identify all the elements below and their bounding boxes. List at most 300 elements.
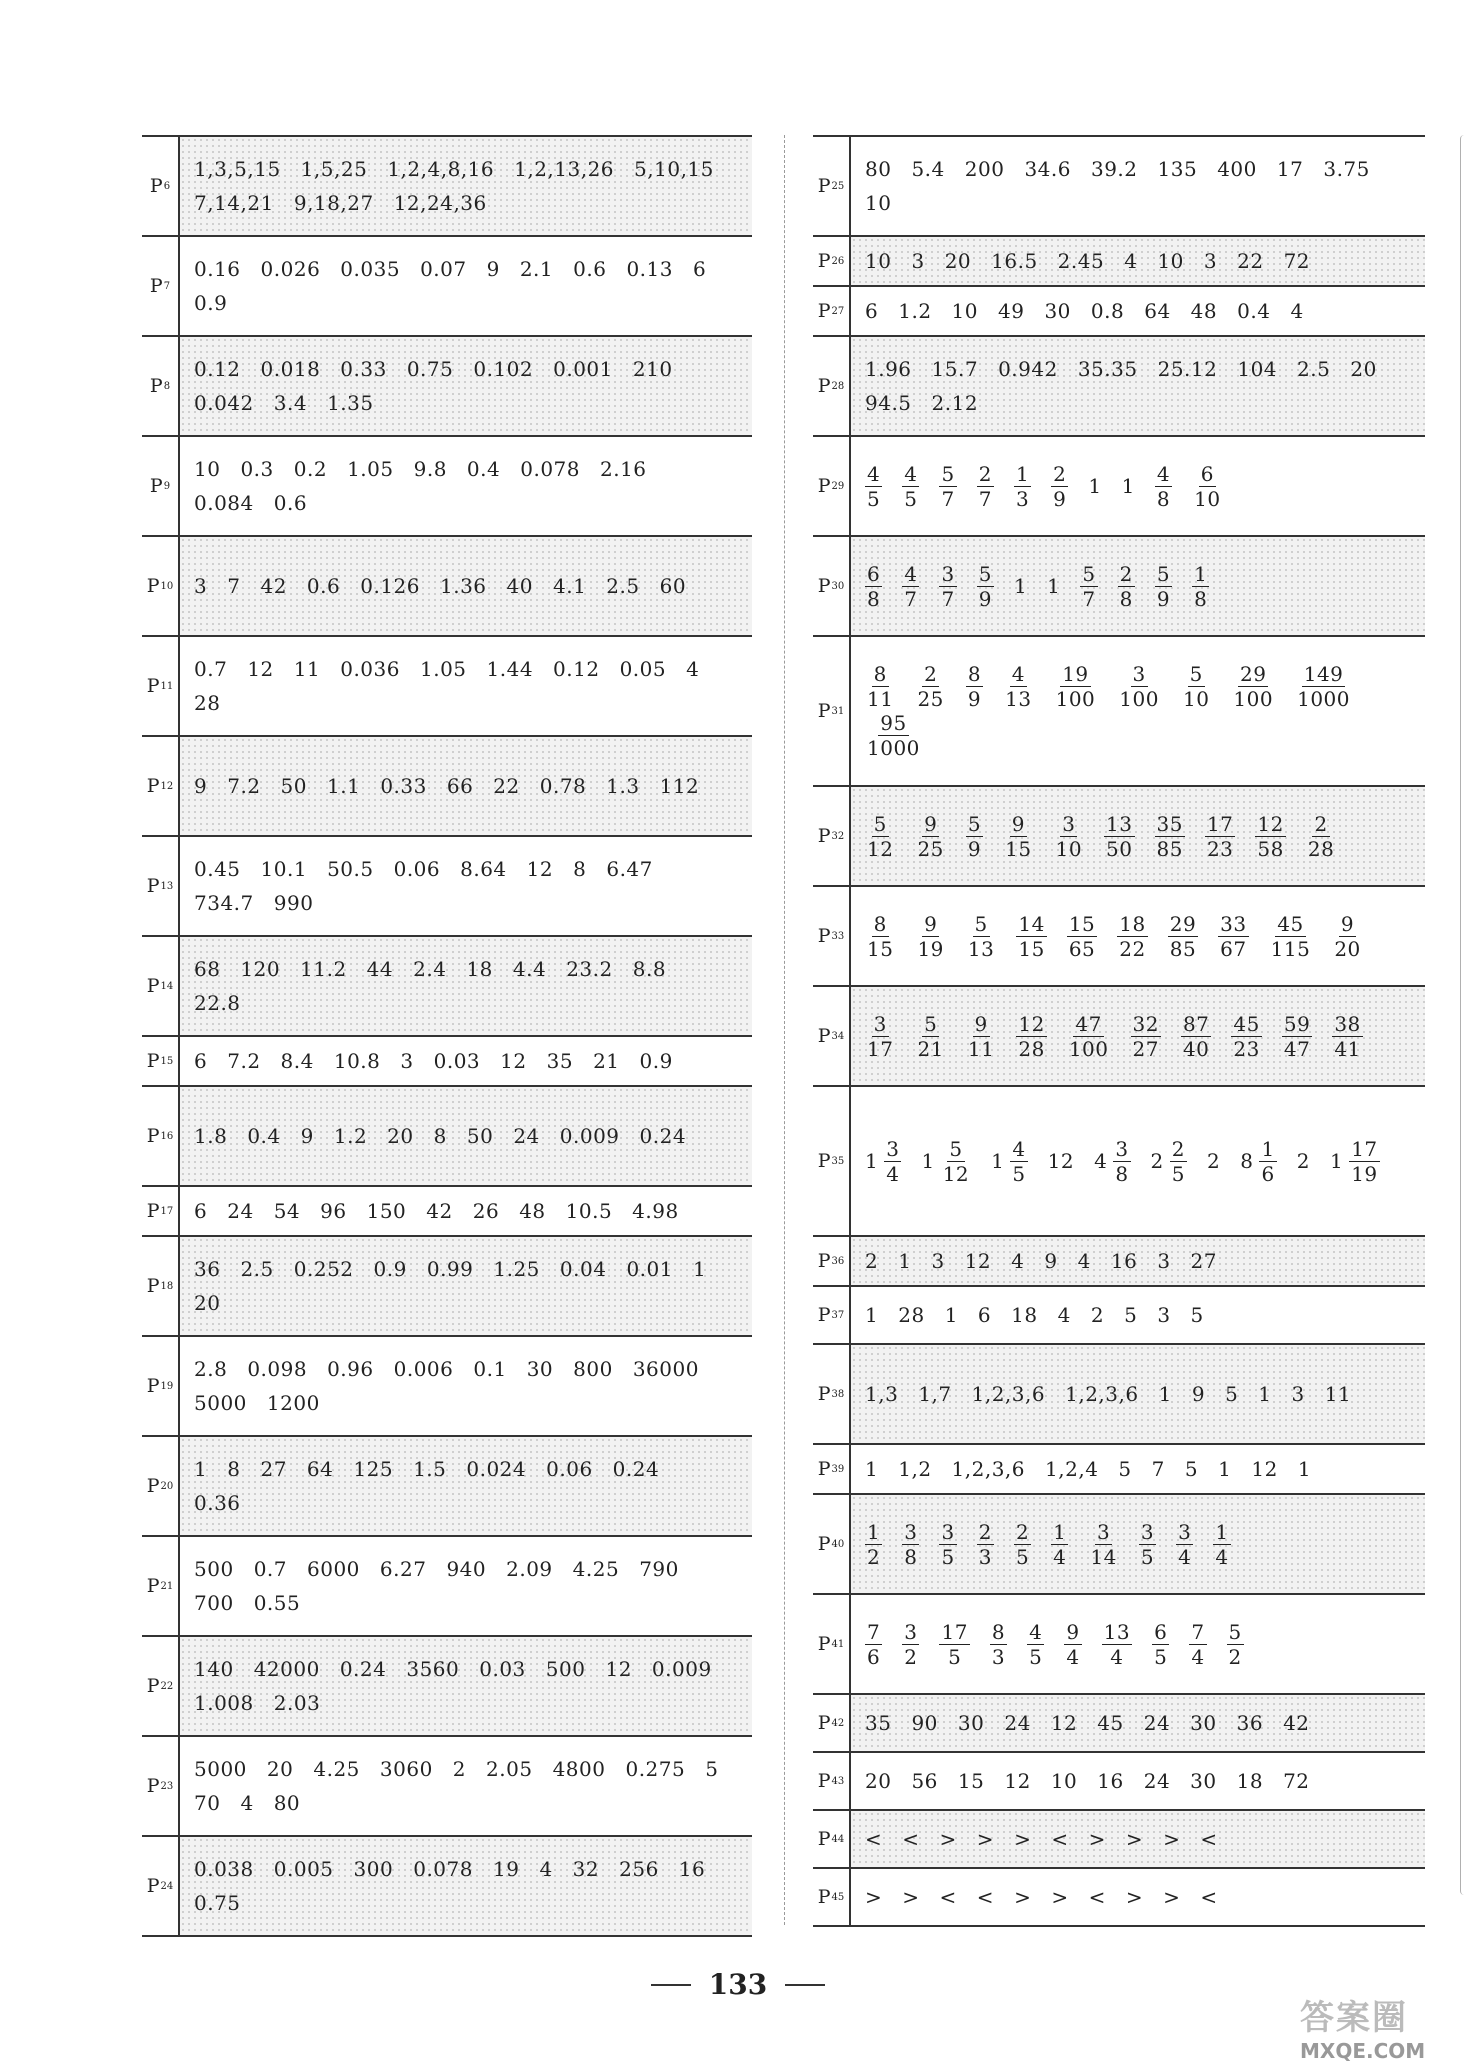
answer-value: 24 <box>513 1124 540 1148</box>
answer-value: 150 <box>366 1199 407 1223</box>
fraction <box>1104 812 1134 861</box>
fraction-denominator: 2 <box>1228 1644 1242 1669</box>
answer-value: 1.2 <box>333 1124 368 1148</box>
fraction <box>1102 1620 1132 1669</box>
answer-value: 42 <box>426 1199 453 1223</box>
page-label-letter: P <box>146 1575 160 1597</box>
answer-value: 1.008 <box>194 1691 254 1715</box>
answer-fraction <box>1016 912 1046 961</box>
answer-fraction <box>1014 462 1031 511</box>
answer-value: 0.6 <box>573 257 607 281</box>
page-label-letter: P <box>146 1125 160 1147</box>
answer-value: 4 <box>1011 1249 1025 1273</box>
answer-value: 0.6 <box>306 574 341 598</box>
page-label-number: 30 <box>831 580 845 592</box>
fraction-denominator: 8 <box>867 586 881 611</box>
answer-value: 1 <box>1158 1382 1172 1406</box>
fraction <box>1255 812 1285 861</box>
page-label <box>813 1811 851 1867</box>
fraction-denominator: 5 <box>1012 1161 1026 1186</box>
answer-value: 4 <box>1290 299 1304 323</box>
fraction-numerator: 17 <box>941 1619 968 1644</box>
answer-fraction <box>1051 462 1068 511</box>
answer-value: 9 <box>300 1124 314 1148</box>
page-label-letter: P <box>146 1375 160 1397</box>
answer-value: 9.8 <box>413 457 447 481</box>
answer-value: 50 <box>466 1124 494 1148</box>
answer-row <box>813 887 1425 987</box>
fraction-denominator: 19 <box>1351 1161 1378 1186</box>
answer-value: 1,3 <box>865 1382 899 1406</box>
answer-value: 22 <box>1237 249 1264 273</box>
fraction-numerator: 29 <box>1169 911 1197 936</box>
answer-value: 2 <box>452 1757 467 1781</box>
answer-value: 0.36 <box>194 1491 241 1515</box>
page-label-letter: P <box>817 1533 831 1555</box>
fraction-denominator: 41 <box>1334 1036 1361 1061</box>
fraction-denominator: 4 <box>1066 1644 1080 1669</box>
answer-value: 1 <box>194 1457 208 1481</box>
page-label <box>142 1037 180 1085</box>
answer-fraction <box>939 1520 956 1569</box>
answer-fraction <box>1067 912 1097 961</box>
answer-value: 34.6 <box>1024 157 1071 181</box>
answer-list <box>180 1537 752 1635</box>
fraction-numerator: 6 <box>867 561 881 586</box>
answer-value: < <box>1088 1885 1106 1909</box>
fraction-denominator: 19 <box>917 936 944 961</box>
answer-value: 0.098 <box>247 1357 308 1381</box>
answer-value: 6 <box>194 1199 208 1223</box>
answer-value: > <box>1163 1885 1181 1909</box>
answer-fraction <box>1231 662 1275 711</box>
answer-value: 1.3 <box>606 774 640 798</box>
answer-list <box>851 1869 1425 1925</box>
answer-fraction <box>902 462 919 511</box>
answer-value: 0.4 <box>247 1124 281 1148</box>
page-label-letter: P <box>146 1050 160 1072</box>
answer-value: 0.24 <box>612 1457 660 1481</box>
fraction <box>977 1520 994 1569</box>
answer-fraction <box>1306 812 1336 861</box>
answer-list <box>851 1595 1425 1693</box>
fraction <box>1168 912 1198 961</box>
answer-value: 120 <box>240 957 281 981</box>
fraction-numerator: 8 <box>991 1619 1006 1644</box>
answer-value: 0.078 <box>520 457 580 481</box>
answer-row <box>142 937 752 1037</box>
answer-fraction <box>1152 1620 1169 1669</box>
fraction-denominator: 47 <box>1283 1036 1311 1061</box>
fraction-numerator: 3 <box>941 561 955 586</box>
answer-row <box>142 637 752 737</box>
fraction-denominator: 9 <box>967 836 982 861</box>
answer-value: 35 <box>865 1711 892 1735</box>
page-label <box>813 337 851 435</box>
fraction-numerator: 3 <box>941 1519 955 1544</box>
answer-value: 0.45 <box>194 857 241 881</box>
page-label <box>813 887 851 985</box>
fraction-denominator: 85 <box>1169 936 1197 961</box>
fraction-denominator: 40 <box>1182 1036 1210 1061</box>
answer-value: 64 <box>1144 299 1171 323</box>
page-label-letter: P <box>146 1675 160 1697</box>
page-label-letter: P <box>817 1250 831 1272</box>
fraction-denominator: 5 <box>867 486 881 511</box>
answer-value: 4.25 <box>313 1757 360 1781</box>
fraction-numerator: 2 <box>924 662 938 686</box>
fraction-denominator: 23 <box>1206 836 1234 861</box>
answer-value: 210 <box>632 357 673 381</box>
answer-value: > <box>1088 1827 1106 1851</box>
fraction <box>1003 812 1033 861</box>
page-label-number: 36 <box>831 1255 845 1267</box>
answer-value: 1.05 <box>347 457 394 481</box>
answer-value: 4 <box>240 1791 254 1815</box>
page-label-letter: P <box>149 175 163 197</box>
fraction <box>1227 1620 1244 1669</box>
answer-value: 48 <box>519 1199 546 1223</box>
answer-value: 64 <box>306 1457 334 1481</box>
answer-value: 11.2 <box>300 957 347 981</box>
answer-value: 6.47 <box>606 857 653 881</box>
answer-value: 0.75 <box>194 1891 241 1915</box>
watermark-text: 答案圈 <box>1300 1998 1408 2038</box>
answer-fraction <box>1181 662 1211 711</box>
page-label <box>142 337 180 435</box>
answer-value: 42 <box>1283 1711 1310 1735</box>
answer-list <box>851 337 1425 435</box>
answer-value: 66 <box>446 774 474 798</box>
fraction-numerator: 3 <box>1140 1519 1155 1544</box>
answer-value: 500 <box>194 1557 234 1581</box>
answer-row <box>142 1737 752 1837</box>
fraction <box>1155 462 1172 511</box>
answer-value: 12 <box>1251 1457 1278 1481</box>
page-label <box>142 1537 180 1635</box>
answer-value: 25.12 <box>1157 357 1218 381</box>
answer-value: 256 <box>619 1857 659 1881</box>
page-label-number: 23 <box>160 1780 174 1792</box>
answer-value: 15 <box>957 1769 985 1793</box>
answer-value: 4 <box>539 1857 553 1881</box>
page-label <box>142 837 180 935</box>
answer-value: 36000 <box>632 1357 699 1381</box>
page-label-number: 45 <box>831 1891 845 1903</box>
page-label-letter: P <box>817 575 831 597</box>
answer-value: > <box>1163 1827 1181 1851</box>
answer-value: 8.64 <box>460 857 507 881</box>
answer-fraction <box>865 912 895 961</box>
answer-row <box>142 437 752 537</box>
answer-fraction <box>865 1137 901 1186</box>
page-label-number: 7 <box>163 280 171 292</box>
answer-row <box>813 1869 1425 1927</box>
fraction-denominator: 7 <box>978 486 992 511</box>
answer-list <box>851 1445 1425 1493</box>
answer-value: 0.01 <box>626 1257 673 1281</box>
fraction-numerator: 1 <box>867 1519 881 1544</box>
answer-row <box>142 1037 752 1087</box>
answer-row <box>142 1187 752 1237</box>
page-label-number: 34 <box>831 1030 845 1042</box>
answer-fraction <box>1102 1620 1132 1669</box>
answer-row <box>813 1445 1425 1495</box>
fraction-numerator: 3 <box>886 1136 900 1161</box>
answer-list <box>851 537 1425 635</box>
answer-list <box>851 637 1425 785</box>
page-label <box>813 1869 851 1925</box>
page-label <box>813 1445 851 1493</box>
answer-value: 6 <box>692 257 707 281</box>
answer-value: 4 <box>1124 249 1138 273</box>
answer-value: 3 <box>1203 249 1218 273</box>
fraction-numerator: 32 <box>1132 1011 1159 1036</box>
fraction <box>966 662 983 711</box>
fraction <box>1064 1620 1081 1669</box>
answer-value: < <box>1051 1827 1069 1851</box>
answer-value: 21 <box>593 1049 620 1073</box>
answer-value: 90 <box>911 1711 938 1735</box>
page-label <box>813 237 851 285</box>
fraction-numerator: 8 <box>873 662 887 686</box>
page-label-number: 41 <box>831 1638 845 1650</box>
answer-list <box>851 1237 1425 1285</box>
fraction-numerator: 33 <box>1220 911 1247 936</box>
answer-value: 16 <box>1097 1769 1124 1793</box>
fraction-denominator: 100 <box>1068 1036 1109 1061</box>
answer-value: 10 <box>1050 1769 1078 1793</box>
fraction <box>939 562 956 611</box>
answer-value: > <box>1014 1827 1032 1851</box>
fraction <box>1080 562 1097 611</box>
page-label-number: 20 <box>160 1480 174 1492</box>
fraction <box>865 1012 895 1061</box>
answer-fraction <box>977 462 994 511</box>
page-label-number: 19 <box>160 1380 174 1392</box>
fraction-numerator: 87 <box>1182 1011 1210 1036</box>
page-label <box>813 1237 851 1285</box>
answer-fraction <box>1104 812 1134 861</box>
answer-fraction <box>1269 912 1313 961</box>
answer-value: > <box>1125 1827 1144 1851</box>
answer-value: 10 <box>1157 249 1184 273</box>
page-label-letter: P <box>817 1633 831 1655</box>
answer-value: 42 <box>260 574 287 598</box>
answer-value: 12 <box>1047 1149 1075 1173</box>
answer-row <box>142 537 752 637</box>
page-label <box>813 1695 851 1751</box>
answer-value: 8 <box>227 1457 241 1481</box>
answer-value: 12 <box>964 1249 992 1273</box>
answer-row <box>813 537 1425 637</box>
answer-fraction <box>966 1012 996 1061</box>
answer-fraction <box>865 1012 895 1061</box>
answer-list <box>851 887 1425 985</box>
answer-value: 0.05 <box>619 657 667 681</box>
answer-fraction <box>865 1620 882 1669</box>
page-label-number: 32 <box>831 830 845 842</box>
fraction <box>902 1620 919 1669</box>
answer-value: 5 <box>705 1757 719 1781</box>
fraction <box>1113 1137 1130 1186</box>
answer-value: 104 <box>1237 357 1278 381</box>
page-label <box>142 1187 180 1235</box>
answer-value: 22.8 <box>194 991 241 1015</box>
fraction-denominator: 4 <box>1178 1544 1192 1569</box>
answer-column-left <box>142 135 752 1937</box>
answer-value: 20 <box>194 1291 221 1315</box>
fraction <box>915 662 945 711</box>
page-label <box>142 237 180 335</box>
fraction-denominator: 5 <box>1154 1644 1168 1669</box>
page-label-letter: P <box>146 1775 160 1797</box>
answer-list <box>180 237 752 335</box>
fraction-numerator: 17 <box>1351 1136 1378 1161</box>
answer-fraction <box>1094 1137 1130 1186</box>
page-label-number: 9 <box>163 480 171 492</box>
answer-value: 18 <box>1011 1303 1038 1327</box>
fraction-numerator: 5 <box>1156 561 1171 586</box>
page-label <box>813 287 851 335</box>
fraction <box>977 462 994 511</box>
fraction <box>865 1620 882 1669</box>
answer-fraction <box>865 662 895 711</box>
page-label-number: 14 <box>160 980 174 992</box>
page-label <box>813 987 851 1085</box>
fraction <box>1155 812 1185 861</box>
fraction <box>1231 1012 1261 1061</box>
answer-value: 72 <box>1283 249 1311 273</box>
fraction-numerator: 8 <box>873 911 887 936</box>
fraction-numerator: 5 <box>974 911 988 936</box>
fraction-numerator: 5 <box>1228 1619 1242 1644</box>
answer-value: 0.942 <box>998 357 1058 381</box>
page-edge-line <box>1460 135 1469 1895</box>
answer-value: 30 <box>957 1711 985 1735</box>
fraction-numerator: 4 <box>1012 1136 1026 1161</box>
fraction <box>1282 1012 1312 1061</box>
fraction-numerator: 1 <box>1015 461 1030 486</box>
fraction-numerator: 5 <box>1082 561 1096 586</box>
answer-value: 11 <box>1324 1382 1352 1406</box>
answer-value: 4 <box>1057 1303 1071 1327</box>
answer-fraction <box>1189 1620 1206 1669</box>
answer-value: 0.24 <box>339 1657 387 1681</box>
answer-fraction <box>1181 1012 1211 1061</box>
answer-value: 0.8 <box>1090 299 1125 323</box>
answer-fraction <box>902 1620 919 1669</box>
fraction-denominator: 58 <box>1257 836 1284 861</box>
answer-fraction <box>977 1520 994 1569</box>
answer-value: 4 <box>686 657 700 681</box>
fraction-numerator: 3 <box>904 1619 918 1644</box>
answer-value: 10 <box>194 457 221 481</box>
answer-value: 0.009 <box>651 1657 712 1681</box>
answer-value: 56 <box>911 1769 938 1793</box>
answer-value: 734.7 <box>194 891 254 915</box>
answer-value: 10.1 <box>260 857 308 881</box>
fraction-numerator: 2 <box>1314 811 1328 836</box>
fraction-numerator: 14 <box>1018 911 1045 936</box>
answer-value: 8.8 <box>632 957 667 981</box>
fraction <box>1181 662 1211 711</box>
page-label <box>142 437 180 535</box>
answer-value: 5 <box>1190 1303 1204 1327</box>
answer-value: 19 <box>492 1857 520 1881</box>
column-divider <box>784 135 785 1925</box>
answer-value: 44 <box>366 957 394 981</box>
fraction-numerator: 17 <box>1206 811 1234 836</box>
page-label <box>813 537 851 635</box>
answer-value: 3 <box>911 249 925 273</box>
answer-fraction <box>1240 1137 1276 1186</box>
page-label-letter: P <box>817 375 831 397</box>
answer-list <box>851 1287 1425 1343</box>
fraction-whole: 1 <box>865 1149 879 1173</box>
page-label-letter: P <box>817 1712 831 1734</box>
page-label-letter: P <box>817 825 831 847</box>
answer-value: 1.35 <box>327 391 374 415</box>
fraction <box>1131 1012 1161 1061</box>
answer-value: 50 <box>280 774 307 798</box>
answer-fraction <box>1117 662 1161 711</box>
answer-value: 400 <box>1217 157 1257 181</box>
fraction-denominator: 6 <box>1261 1161 1275 1186</box>
answer-value: 0.06 <box>546 1457 593 1481</box>
fraction-denominator: 4 <box>1110 1644 1124 1669</box>
fraction <box>1218 912 1248 961</box>
fraction-denominator: 20 <box>1334 936 1361 961</box>
answer-value: 12 <box>526 857 554 881</box>
answer-column-right <box>813 135 1425 1927</box>
answer-value: 1.96 <box>865 357 912 381</box>
page-label <box>142 1237 180 1335</box>
answer-row <box>142 837 752 937</box>
answer-fraction <box>1155 462 1172 511</box>
answer-value: 1.2 <box>898 299 932 323</box>
answer-fraction <box>939 462 956 511</box>
fraction <box>1117 912 1147 961</box>
fraction-denominator: 3 <box>1015 486 1030 511</box>
page-label-number: 16 <box>160 1130 174 1142</box>
fraction-denominator: 3 <box>991 1644 1006 1669</box>
answer-row <box>813 1753 1425 1811</box>
answer-value: 1 <box>1013 574 1028 598</box>
answer-value: 16 <box>678 1857 706 1881</box>
answer-row <box>813 337 1425 437</box>
fraction-denominator: 5 <box>941 1544 955 1569</box>
answer-value: > <box>1014 1885 1032 1909</box>
answer-list <box>180 1337 752 1435</box>
answer-fraction <box>902 1520 919 1569</box>
answer-value: 0.99 <box>426 1257 474 1281</box>
answer-value: 0.252 <box>293 1257 354 1281</box>
answer-value: 112 <box>659 774 700 798</box>
answer-fraction <box>1282 1012 1312 1061</box>
fraction <box>966 912 996 961</box>
fraction-denominator: 23 <box>1233 1036 1260 1061</box>
answer-value: 1 <box>1258 1382 1272 1406</box>
answer-value: 9 <box>194 774 208 798</box>
answer-value: 0.7 <box>253 1557 287 1581</box>
fraction-denominator: 100 <box>1233 687 1274 711</box>
fraction <box>1067 912 1097 961</box>
fraction-numerator: 19 <box>1062 662 1089 686</box>
answer-value: 2.4 <box>413 957 447 981</box>
fraction <box>1295 662 1352 711</box>
fraction <box>939 462 956 511</box>
